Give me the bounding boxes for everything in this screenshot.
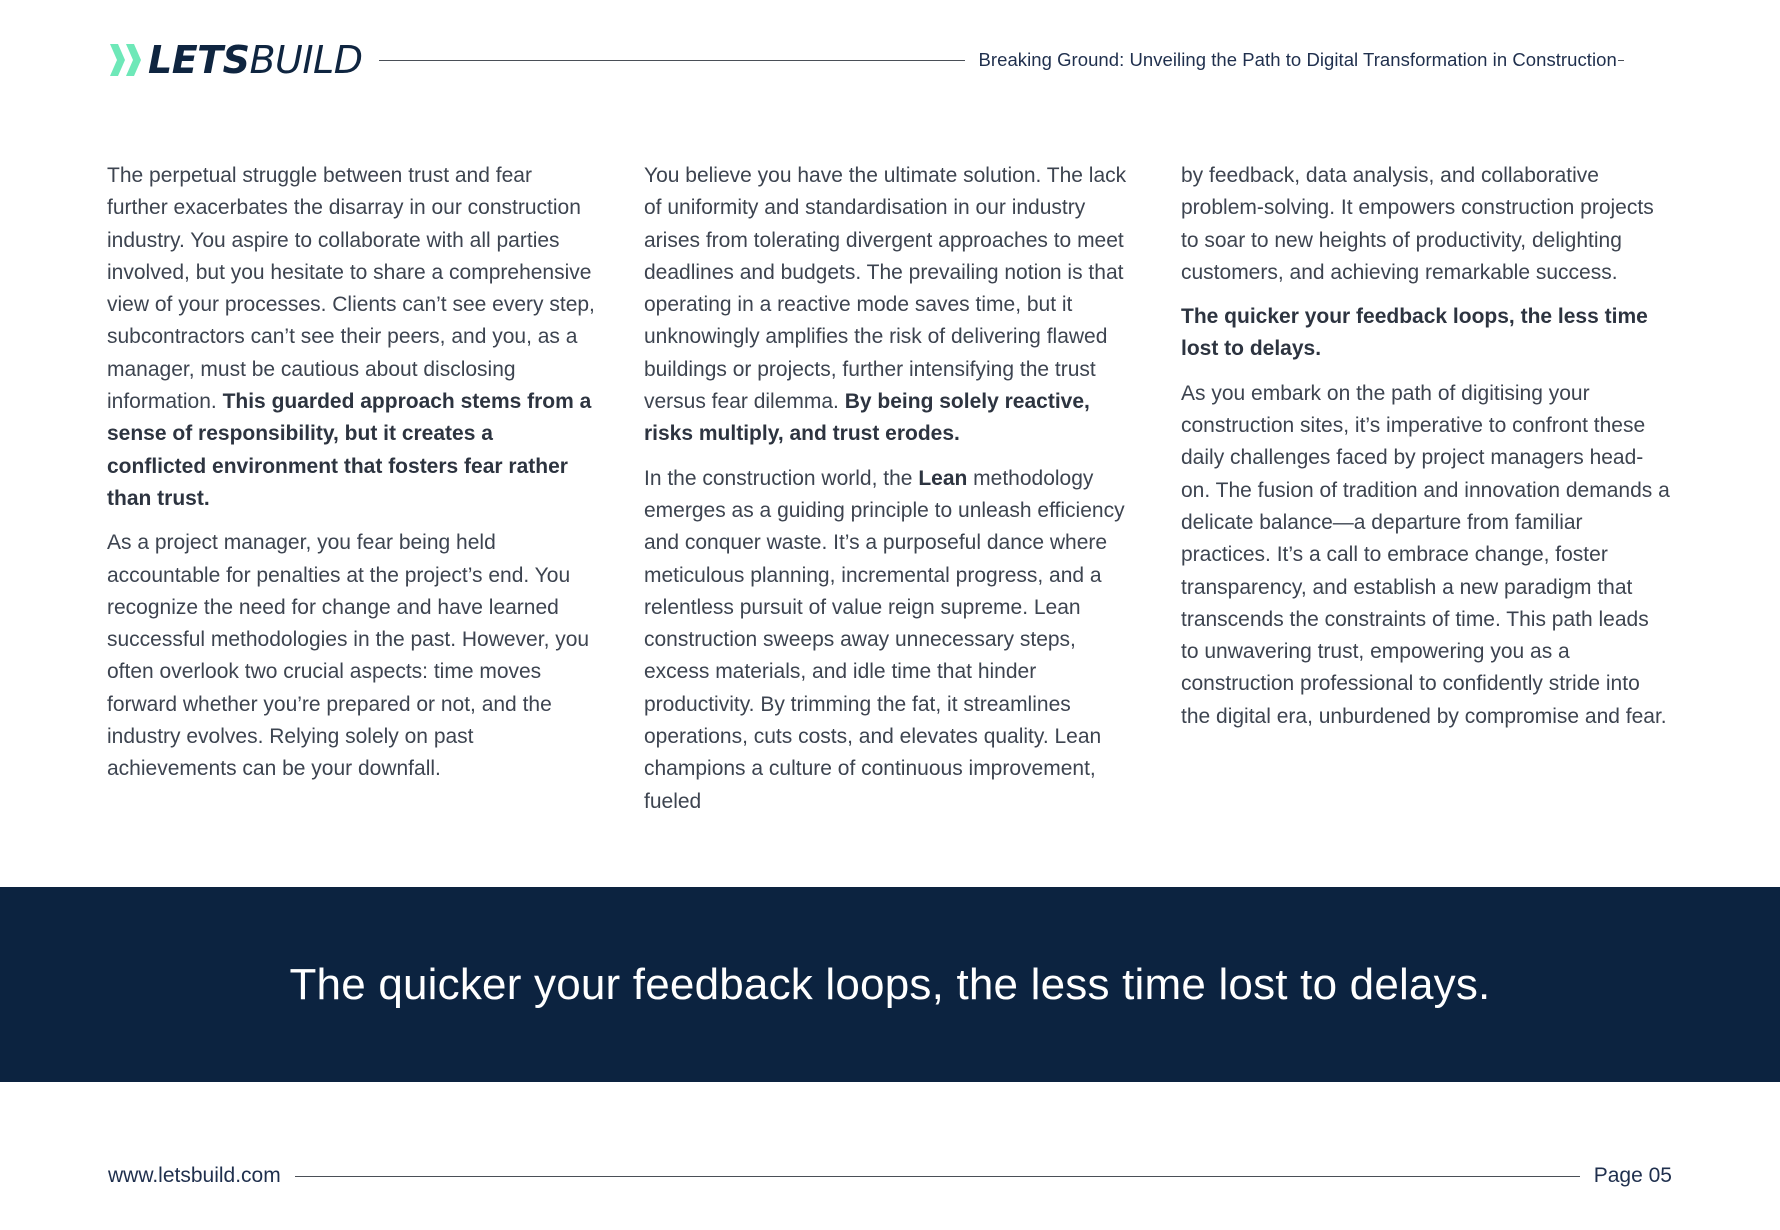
text-column-3 [1181, 160, 1671, 745]
text-column-1 [107, 160, 597, 798]
website-link[interactable]: www.letsbuild.com [108, 1164, 281, 1187]
body-text: In the construction world, the [644, 466, 919, 490]
brand-wordmark [148, 38, 363, 82]
page-header [108, 36, 1672, 84]
body-text: methodology emerges as a guiding principle to unleash efficiency and conquer waste. It’s a purposeful dance where meticulous planning, incremental progress, and a relentless pursuit of value reign supreme. Lean construction sweeps away unnecessary steps, excess materials, and idle time that hinder productivity. By trimming the fat, it streamlines operations, cuts costs, and elevates quality. Lean champions a culture of continuous improvement, fueled [644, 466, 1125, 813]
body-text: The perpetual struggle between trust and fear further exacerbates the disarray in our construction industry. You aspire to collaborate with all parties involved, but you hesitate to share a comprehensive view of your processes. Clients can’t see every step, subcontractors can’t see their peers, and you, as a manager, must be cautious about disclosing information. [107, 164, 595, 414]
paragraph [107, 160, 597, 515]
header-divider [379, 60, 965, 61]
footer-divider [295, 1176, 1580, 1177]
paragraph [107, 527, 597, 785]
body-text: As a project manager, you fear being held accountable for penalties at the project’s end. You recognize the need for change and have learned successful methodologies in the past. However, you often overlook two crucial aspects: time moves forward whether you’re prepared or not, and the industry evolves. Relying solely on past achievements can be your downfall. [107, 531, 590, 781]
letsbuild-logo[interactable] [108, 36, 363, 84]
body-text: You believe you have the ultimate solution. The lack of uniformity and standardisation in our industry arises from tolerating divergent approaches to meet deadlines and budgets. The prevailing notion is that operating in a reactive mode saves time, but it unknowingly amplifies the risk of delivering flawed buildings or projects, further intensifying the trust versus fear dilemma. [644, 164, 1127, 414]
paragraph [1181, 160, 1671, 289]
pull-quote-text: The quicker your feedback loops, the less time lost to delays. [289, 959, 1491, 1009]
paragraph [1181, 301, 1671, 366]
article-body [107, 160, 1673, 860]
emphasis-text: Lean [918, 466, 968, 490]
header-divider-tail [1618, 60, 1624, 61]
text-column-2 [644, 160, 1134, 830]
paragraph [1181, 378, 1671, 733]
brand-bold: LETS [148, 38, 250, 82]
pull-quote-banner [0, 887, 1780, 1082]
page-footer [108, 1160, 1672, 1192]
body-text: by feedback, data analysis, and collaborative problem-solving. It empowers construction projects to soar to new heights of productivity, delighting customers, and achieving remarkable success. [1181, 164, 1654, 284]
page-number: Page 05 [1593, 1164, 1672, 1187]
body-text: As you embark on the path of digitising your construction sites, it’s imperative to confront these daily challenges faced by project managers head-on. The fusion of tradition and innovation demands a delicate balance—a departure from familiar practices. It’s a call to embrace change, foster transparency, and establish a new paradigm that transcends the constraints of time. This path leads to unwavering trust, empowering you as a construction professional to confidently stride into the digital era, unburdened by compromise and fear. [1181, 381, 1670, 728]
document-title: Breaking Ground: Unveiling the Path to Digital Transformation in Construction [978, 49, 1617, 70]
brand-light: BUILD [249, 38, 363, 82]
paragraph [644, 463, 1134, 818]
paragraph [644, 160, 1134, 451]
emphasis-text: By being solely reactive, risks multiply, and trust erodes. [644, 390, 1090, 446]
emphasis-text: The quicker your feedback loops, the less time lost to delays. [1181, 305, 1648, 361]
emphasis-text: This guarded approach stems from a sense of responsibility, but it creates a conflicted environment that fosters fear rather than trust. [107, 390, 592, 510]
double-chevron-logo-icon [108, 42, 146, 78]
